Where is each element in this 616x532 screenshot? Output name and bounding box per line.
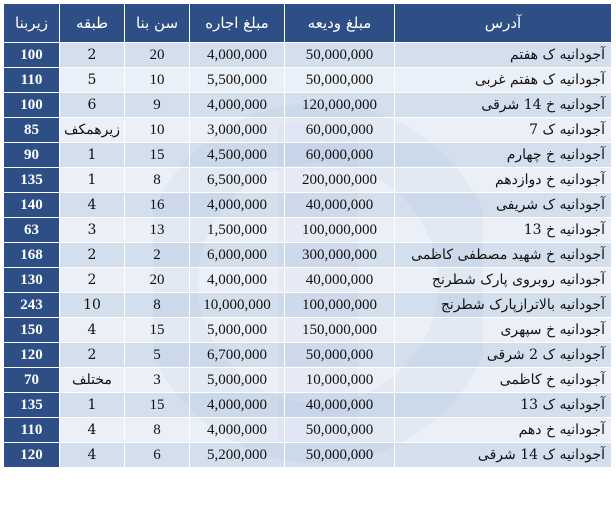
cell-building-age: 16 <box>125 193 190 218</box>
cell-address: آجودانیه ک 13 <box>395 393 612 418</box>
cell-deposit: 50,000,000 <box>285 443 395 468</box>
cell-area: 120 <box>4 443 60 468</box>
cell-floor: مختلف <box>60 368 125 393</box>
table-row <box>4 343 612 368</box>
cell-area: 90 <box>4 143 60 168</box>
cell-floor: 3 <box>60 218 125 243</box>
cell-area: 243 <box>4 293 60 318</box>
cell-rent: 5,500,000 <box>190 68 285 93</box>
cell-area: 135 <box>4 393 60 418</box>
cell-building-age: 5 <box>125 343 190 368</box>
cell-floor: 2 <box>60 243 125 268</box>
cell-rent: 4,000,000 <box>190 93 285 118</box>
cell-rent: 5,000,000 <box>190 368 285 393</box>
cell-address: آجودانیه ک 2 شرقی <box>395 343 612 368</box>
table-row <box>4 118 612 143</box>
cell-deposit: 150,000,000 <box>285 318 395 343</box>
table-row <box>4 168 612 193</box>
cell-floor: 2 <box>60 268 125 293</box>
cell-rent: 4,000,000 <box>190 268 285 293</box>
cell-deposit: 200,000,000 <box>285 168 395 193</box>
cell-deposit: 50,000,000 <box>285 343 395 368</box>
table-row <box>4 193 612 218</box>
cell-floor: 10 <box>60 293 125 318</box>
cell-area: 63 <box>4 218 60 243</box>
cell-area: 150 <box>4 318 60 343</box>
header-floor: طبقه <box>60 4 125 43</box>
table-row <box>4 93 612 118</box>
cell-address: آجودانیه خ کاظمی <box>395 368 612 393</box>
cell-building-age: 8 <box>125 168 190 193</box>
cell-rent: 4,000,000 <box>190 418 285 443</box>
cell-address: آجودانیه خ 13 <box>395 218 612 243</box>
cell-address: آجودانیه روبروی پارک شطرنج <box>395 268 612 293</box>
table-row <box>4 243 612 268</box>
cell-deposit: 60,000,000 <box>285 143 395 168</box>
cell-address: آجودانیه ک هفتم <box>395 43 612 68</box>
cell-rent: 6,700,000 <box>190 343 285 368</box>
cell-address: آجودانیه خ چهارم <box>395 143 612 168</box>
cell-floor: 6 <box>60 93 125 118</box>
cell-rent: 10,000,000 <box>190 293 285 318</box>
table-row <box>4 443 612 468</box>
table-row <box>4 143 612 168</box>
cell-building-age: 9 <box>125 93 190 118</box>
cell-rent: 4,000,000 <box>190 393 285 418</box>
cell-deposit: 40,000,000 <box>285 268 395 293</box>
cell-building-age: 6 <box>125 443 190 468</box>
cell-address: آجودانیه خ شهید مصطفی کاظمی <box>395 243 612 268</box>
cell-rent: 6,000,000 <box>190 243 285 268</box>
cell-floor: 4 <box>60 418 125 443</box>
cell-area: 100 <box>4 93 60 118</box>
cell-address: آجودانیه ک 14 شرقی <box>395 443 612 468</box>
table-row <box>4 418 612 443</box>
cell-building-age: 2 <box>125 243 190 268</box>
rental-listings-table <box>3 3 611 468</box>
cell-building-age: 10 <box>125 118 190 143</box>
cell-area: 140 <box>4 193 60 218</box>
table-row <box>4 393 612 418</box>
cell-deposit: 50,000,000 <box>285 418 395 443</box>
cell-deposit: 10,000,000 <box>285 368 395 393</box>
cell-floor: 4 <box>60 318 125 343</box>
cell-rent: 5,200,000 <box>190 443 285 468</box>
cell-address: آجودانیه خ دوازدهم <box>395 168 612 193</box>
cell-deposit: 300,000,000 <box>285 243 395 268</box>
cell-deposit: 40,000,000 <box>285 193 395 218</box>
cell-area: 120 <box>4 343 60 368</box>
table-row <box>4 368 612 393</box>
cell-floor: 5 <box>60 68 125 93</box>
cell-floor: 2 <box>60 343 125 368</box>
cell-rent: 4,000,000 <box>190 43 285 68</box>
cell-floor: 4 <box>60 193 125 218</box>
cell-deposit: 100,000,000 <box>285 218 395 243</box>
cell-area: 110 <box>4 68 60 93</box>
table-row <box>4 318 612 343</box>
cell-address: آجودانیه ک هفتم غربی <box>395 68 612 93</box>
table-row <box>4 43 612 68</box>
cell-floor: 1 <box>60 143 125 168</box>
cell-area: 110 <box>4 418 60 443</box>
table-row <box>4 293 612 318</box>
cell-address: آجودانیه خ دهم <box>395 418 612 443</box>
header-area: زیربنا <box>4 4 60 43</box>
cell-floor: 4 <box>60 443 125 468</box>
cell-building-age: 15 <box>125 318 190 343</box>
cell-floor: 1 <box>60 393 125 418</box>
header-building-age: سن بنا <box>125 4 190 43</box>
cell-rent: 1,500,000 <box>190 218 285 243</box>
table-row <box>4 268 612 293</box>
rental-table-container <box>3 3 611 527</box>
cell-building-age: 15 <box>125 393 190 418</box>
cell-deposit: 120,000,000 <box>285 93 395 118</box>
cell-building-age: 20 <box>125 43 190 68</box>
cell-rent: 6,500,000 <box>190 168 285 193</box>
cell-deposit: 50,000,000 <box>285 68 395 93</box>
cell-floor: 1 <box>60 168 125 193</box>
cell-area: 85 <box>4 118 60 143</box>
cell-deposit: 40,000,000 <box>285 393 395 418</box>
cell-deposit: 50,000,000 <box>285 43 395 68</box>
table-header-row <box>4 4 612 43</box>
cell-area: 135 <box>4 168 60 193</box>
cell-building-age: 15 <box>125 143 190 168</box>
cell-building-age: 8 <box>125 293 190 318</box>
cell-area: 168 <box>4 243 60 268</box>
cell-building-age: 3 <box>125 368 190 393</box>
header-deposit: مبلغ ودیعه <box>285 4 395 43</box>
cell-area: 70 <box>4 368 60 393</box>
cell-address: آجودانیه خ 14 شرقی <box>395 93 612 118</box>
cell-area: 100 <box>4 43 60 68</box>
cell-deposit: 100,000,000 <box>285 293 395 318</box>
cell-rent: 4,500,000 <box>190 143 285 168</box>
cell-building-age: 13 <box>125 218 190 243</box>
header-rent: مبلغ اجاره <box>190 4 285 43</box>
header-address: آدرس <box>395 4 612 43</box>
cell-deposit: 60,000,000 <box>285 118 395 143</box>
cell-rent: 4,000,000 <box>190 193 285 218</box>
cell-floor: زیرهمکف <box>60 118 125 143</box>
table-row <box>4 68 612 93</box>
cell-address: آجودانیه خ سپهری <box>395 318 612 343</box>
cell-floor: 2 <box>60 43 125 68</box>
cell-address: آجودانیه بالاترازپارک شطرنج <box>395 293 612 318</box>
cell-building-age: 8 <box>125 418 190 443</box>
cell-address: آجودانیه ک شریفی <box>395 193 612 218</box>
cell-area: 130 <box>4 268 60 293</box>
cell-building-age: 20 <box>125 268 190 293</box>
cell-building-age: 10 <box>125 68 190 93</box>
cell-rent: 5,000,000 <box>190 318 285 343</box>
cell-rent: 3,000,000 <box>190 118 285 143</box>
cell-address: آجودانیه ک 7 <box>395 118 612 143</box>
table-row <box>4 218 612 243</box>
